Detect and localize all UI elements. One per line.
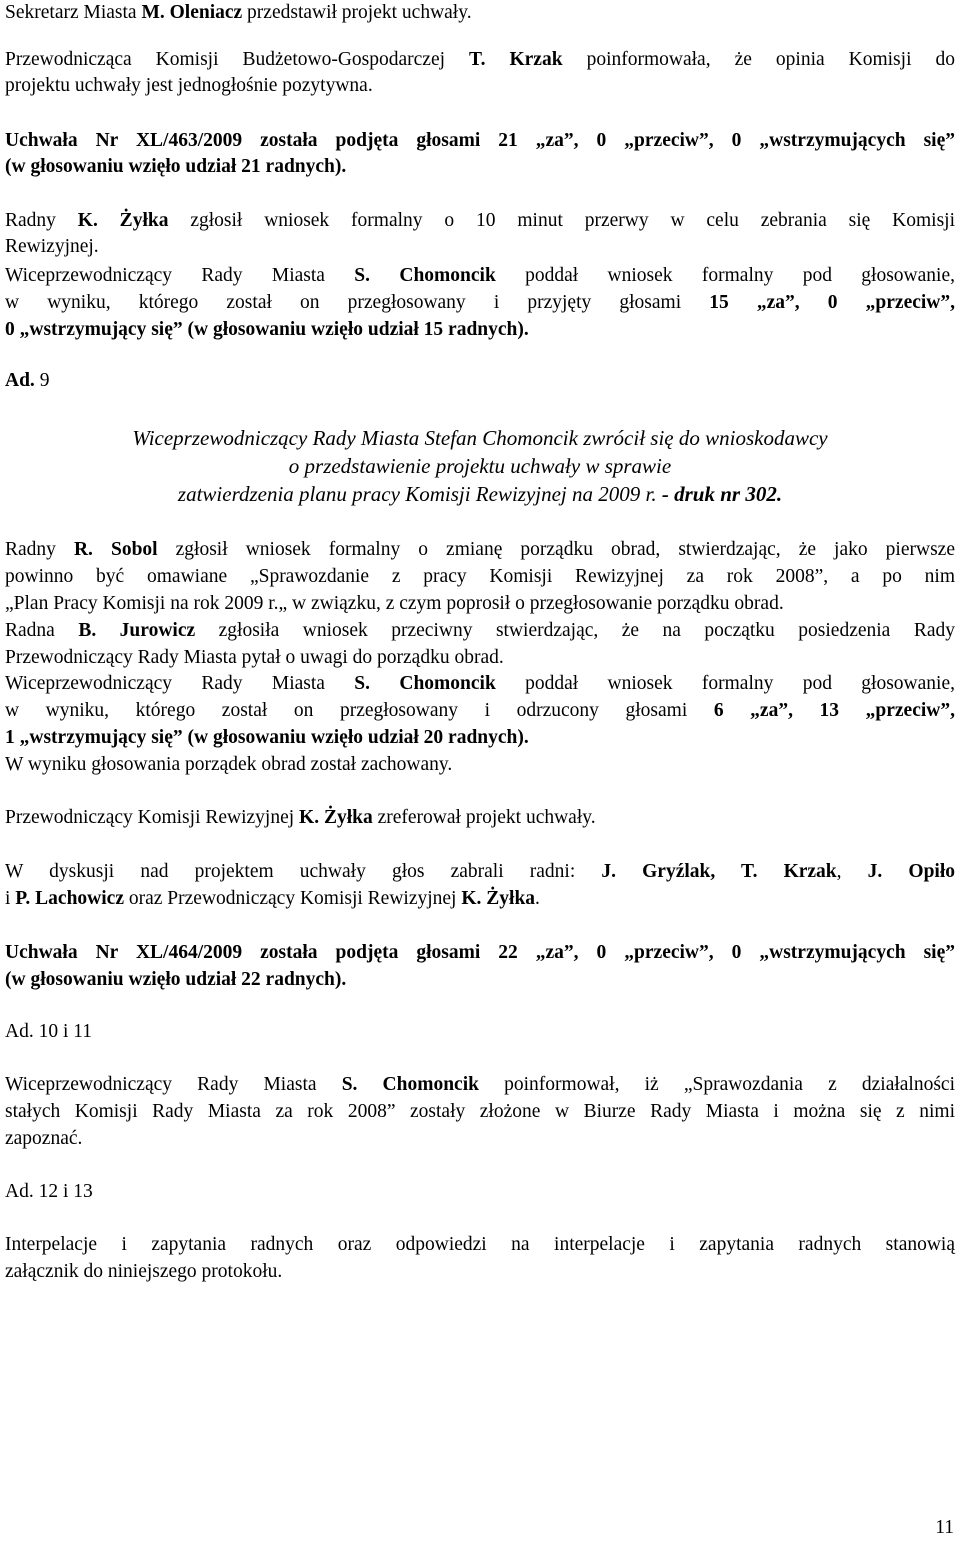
text-line: w wyniku, którego został on przegłosowany i przyjęty głosami 15 „za”, 0 „przeciw”, (5, 292, 955, 313)
text-line: W dyskusji nad projektem uchwały głos zabrali radni: J. Gryźlak, T. Krzak, J. Opiło (5, 861, 956, 882)
text-line: Przewodnicząca Komisji Budżetowo-Gospodarczej T. Krzak poinformowała, że opinia Komisji do (5, 49, 955, 70)
text-line: Sekretarz Miasta M. Oleniacz przedstawił projekt uchwały. (5, 2, 472, 23)
text-line: Radna B. Jurowicz zgłosiła wniosek przeciwny stwierdzając, że na początku posiedzenia Rady (5, 620, 955, 641)
text-line: w wyniku, którego został on przegłosowany i odrzucony głosami 6 „za”, 13 „przeciw”, (5, 700, 955, 721)
text-line: 0 „wstrzymujący się” (w głosowaniu wzięło udział 15 radnych). (5, 319, 529, 340)
resolution-line: Uchwała Nr XL/463/2009 została podjęta głosami 21 „za”, 0 „przeciw”, 0 „wstrzymujących się” (5, 130, 955, 151)
section-heading: zatwierdzenia planu pracy Komisji Rewizyjnej na 2009 r. - druk nr 302. (177, 482, 783, 506)
text-line: Radny R. Sobol zgłosił wniosek formalny o zmianę porządku obrad, stwierdzając, że jako pierwsze (5, 539, 955, 560)
text-line: Wiceprzewodniczący Rady Miasta S. Chomoncik poddał wniosek formalny pod głosowanie, (5, 265, 955, 286)
text-line: Radny K. Żyłka zgłosił wniosek formalny o 10 minut przerwy w celu zebrania się Komisji (5, 210, 956, 231)
page-number: 11 (935, 1517, 954, 1538)
text-line: Przewodniczący Komisji Rewizyjnej K. Żyłka zreferował projekt uchwały. (5, 807, 596, 828)
text-line: stałych Komisji Rady Miasta za rok 2008” zostały złożone w Biurze Rady Miasta i można się z nimi (5, 1101, 955, 1122)
resolution-line: Uchwała Nr XL/464/2009 została podjęta głosami 22 „za”, 0 „przeciw”, 0 „wstrzymujących się” (5, 942, 955, 963)
text-line: projektu uchwały jest jednogłośnie pozytywna. (5, 75, 373, 96)
text-line: Przewodniczący Rady Miasta pytał o uwagi do porządku obrad. (5, 647, 504, 668)
resolution-line: (w głosowaniu wzięło udział 22 radnych). (5, 969, 347, 990)
text-line: zapoznać. (5, 1128, 83, 1149)
text-line: „Plan Pracy Komisji na rok 2009 r.„ w związku, z czym poprosił o przegłosowanie porządku obrad. (5, 593, 784, 614)
text-line: Wiceprzewodniczący Rady Miasta S. Chomoncik poddał wniosek formalny pod głosowanie, (5, 673, 955, 694)
text-line: Interpelacje i zapytania radnych oraz odpowiedzi na interpelacje i zapytania radnych stanowią (5, 1234, 955, 1255)
text-line: powinno być omawiane „Sprawozdanie z pracy Komisji Rewizyjnej za rok 2008”, a po nim (5, 566, 955, 587)
text-line: Rewizyjnej. (5, 236, 99, 257)
text-line: załącznik do niniejszego protokołu. (5, 1261, 283, 1282)
text-line: W wyniku głosowania porządek obrad został zachowany. (5, 754, 453, 775)
section-heading: Wiceprzewodniczący Rady Miasta Stefan Chomoncik zwrócił się do wnioskodawcy (132, 426, 828, 450)
resolution-line: (w głosowaniu wzięło udział 21 radnych). (5, 156, 347, 177)
agenda-item-label: Ad. 12 i 13 (5, 1181, 93, 1202)
agenda-item-label: Ad. 9 (5, 370, 50, 391)
agenda-item-label: Ad. 10 i 11 (5, 1021, 93, 1042)
text-line: i P. Lachowicz oraz Przewodniczący Komisji Rewizyjnej K. Żyłka. (5, 888, 540, 909)
text-line: Wiceprzewodniczący Rady Miasta S. Chomoncik poinformował, iż „Sprawozdania z działalności (5, 1074, 956, 1095)
section-heading: o przedstawienie projektu uchwały w sprawie (288, 454, 672, 478)
text-line: 1 „wstrzymujący się” (w głosowaniu wzięło udział 20 radnych). (5, 727, 529, 748)
